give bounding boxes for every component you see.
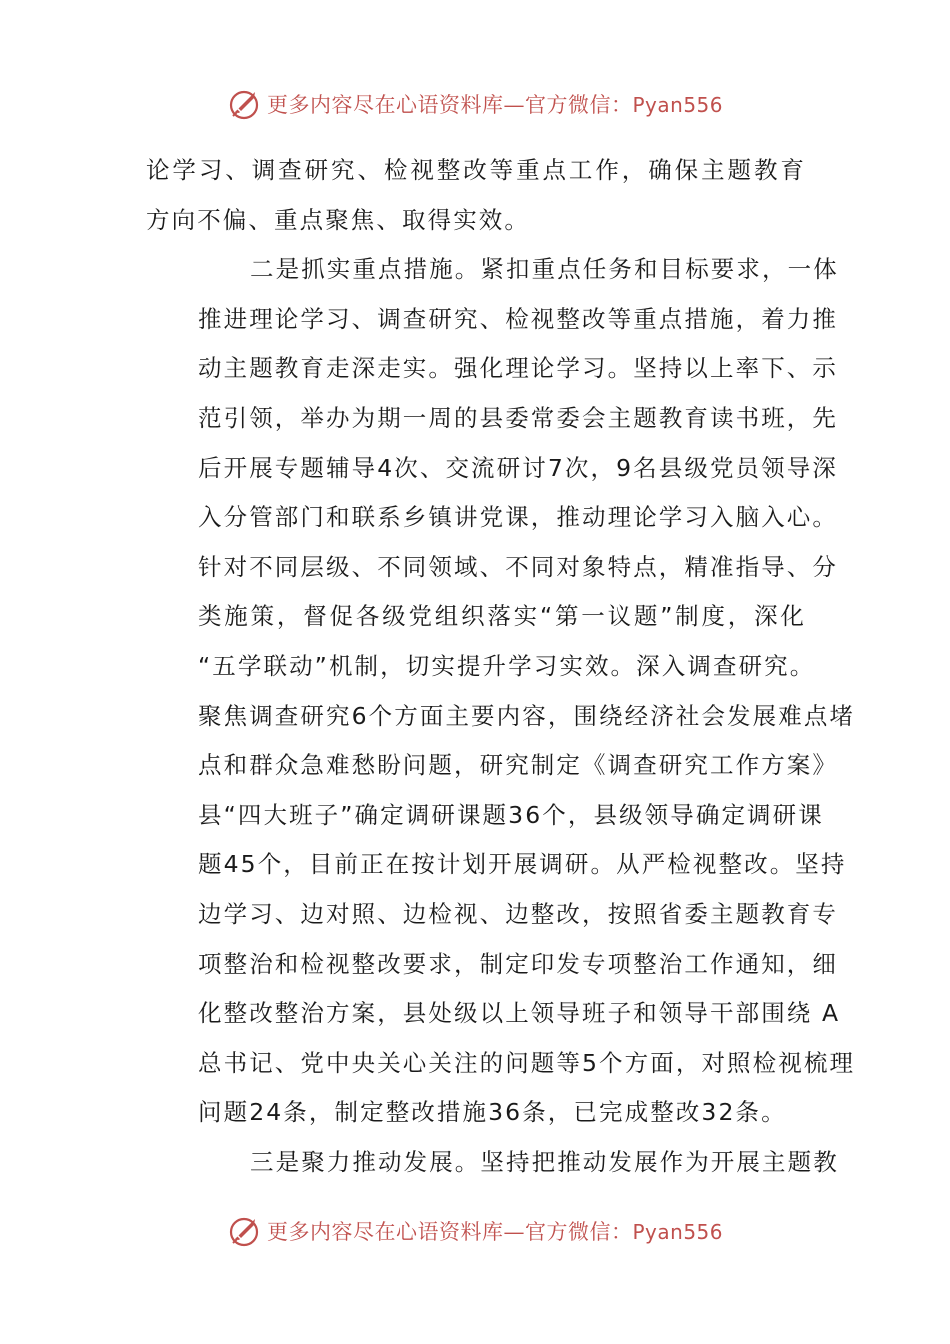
text-line: 范引领，举办为期一周的县委常委会主题教育读书班，先 — [198, 403, 838, 432]
paragraph-2 — [146, 245, 856, 1138]
banner-text: 更多内容尽在心语资料库—官方微信：Pyan556 — [266, 93, 723, 117]
text-line: 项整治和检视整改要求，制定印发专项整治工作通知，细 — [198, 949, 838, 978]
text-line: 总书记、党中央关心关注的问题等5个方面，对照检视梳理 — [198, 1048, 856, 1077]
footer-banner — [0, 1213, 950, 1249]
text-line: 推进理论学习、调查研究、检视整改等重点措施，着力推 — [198, 304, 838, 333]
quill-logo-icon — [227, 86, 263, 122]
text-line: 类施策，督促各级党组织落实“第一议题”制度，深化 — [198, 602, 806, 631]
paragraph-1 — [146, 146, 806, 245]
text-line: 针对不同层级、不同领域、不同对象特点，精准指导、分 — [198, 552, 838, 581]
text-line: 县“四大班子”确定调研课题36个，县级领导确定调研课 — [198, 800, 824, 829]
text-line: 点和群众急难愁盼问题，研究制定《调查研究工作方案》 — [198, 751, 838, 780]
text-line: 论学习、调查研究、检视整改等重点工作，确保主题教育 — [146, 156, 806, 184]
text-line: “五学联动”机制，切实提升学习实效。深入调查研究。 — [198, 651, 816, 680]
text-line: 化整改整治方案，县处级以上领导班子和领导干部围绕 A — [198, 999, 841, 1028]
paragraph-3 — [146, 1138, 839, 1188]
quill-logo-icon — [227, 1213, 263, 1249]
text-line: 聚焦调查研究6个方面主要内容，围绕经济社会发展难点堵 — [198, 701, 856, 730]
header-banner — [0, 86, 950, 122]
document-body — [146, 146, 856, 1187]
text-line: 入分管部门和联系乡镇讲党课，推动理论学习入脑入心。 — [198, 503, 838, 532]
text-line: 动主题教育走深走实。强化理论学习。坚持以上率下、示 — [198, 354, 838, 383]
text-line: 三是聚力推动发展。坚持把推动发展作为开展主题教 — [250, 1147, 839, 1176]
text-line: 问题24条，制定整改措施36条，已完成整改32条。 — [198, 1098, 787, 1127]
text-line: 二是抓实重点措施。紧扣重点任务和目标要求，一体 — [250, 255, 839, 284]
text-line: 方向不偏、重点聚焦、取得实效。 — [146, 205, 530, 234]
text-line: 题45个，目前正在按计划开展调研。从严检视整改。坚持 — [198, 850, 847, 879]
text-line: 后开展专题辅导4次、交流研讨7次，9名县级党员领导深 — [198, 453, 838, 482]
text-line: 边学习、边对照、边检视、边整改，按照省委主题教育专 — [198, 899, 838, 928]
banner-text: 更多内容尽在心语资料库—官方微信：Pyan556 — [266, 1220, 723, 1244]
